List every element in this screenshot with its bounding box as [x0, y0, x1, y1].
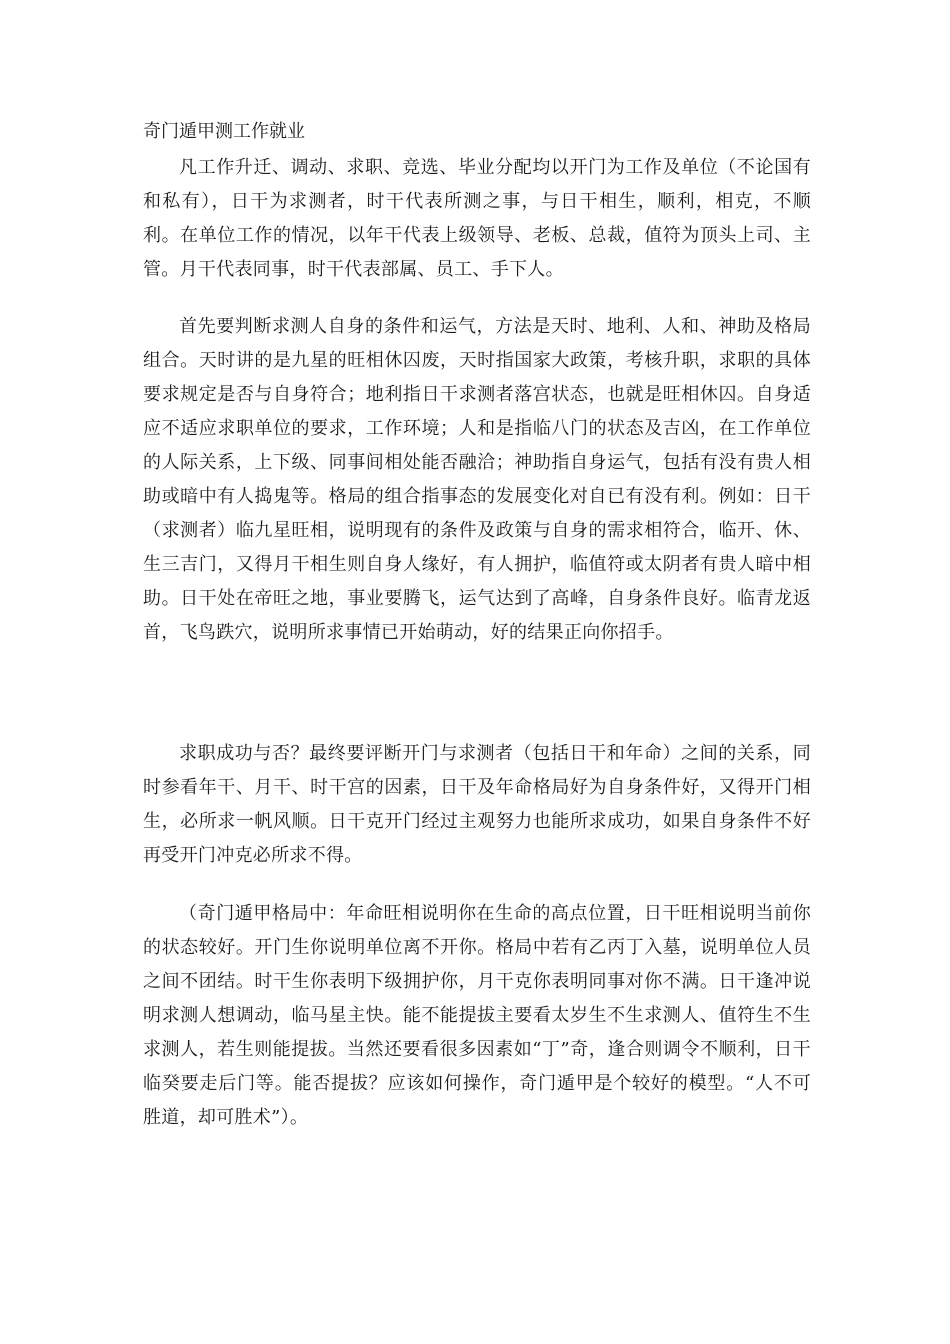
paragraph-pattern-notes: （奇门遁甲格局中：年命旺相说明你在生命的高点位置，日干旺相说明当前你的状态较好。开门生你说明单位离不开你。格局中若有乙丙丁入墓，说明单位人员之间不团结。时干生你表明下级拥护你，月干克你表明同事对你不满。日干逢冲说明求测人想调动，临马星主快。能不能提拔主要看太岁生不生求测人、值符生不生求测人，若生则能提拔。当然还要看很多因素如“丁”奇，逢合则调令不顺利，日干临癸要走后门等。能否提拔？应该如何操作，奇门遁甲是个较好的模型。“人不可胜道，却可胜术”）。 [143, 903, 811, 1128]
paragraph-self-conditions: 首先要判断求测人自身的条件和运气，方法是天时、地利、人和、神助及格局组合。天时讲的是九星的旺相休囚废，天时指国家大政策，考核升职，求职的具体要求规定是否与自身符合；地利指日干求测者落宫状态，也就是旺相休囚。自身适应不适应求职单位的要求，工作环境；人和是指临八门的状态及吉凶，在工作单位的人际关系，上下级、同事间相处能否融洽；神助指自身运气，包括有没有贵人相助或暗中有人捣鬼等。格局的组合指事态的发展变化对自已有没有利。例如：日干（求测者）临九星旺相，说明现有的条件及政策与自身的需求相符合，临开、休、生三吉门，又得月干相生则自身人缘好，有人拥护，临值符或太阴者有贵人暗中相助。日干处在帝旺之地，事业要腾飞，运气达到了高峰，自身条件良好。临青龙返首，飞鸟跌穴，说明所求事情已开始萌动，好的结果正向你招手。 [143, 316, 811, 643]
document-title: 奇门遁甲测工作就业 [143, 121, 305, 142]
paragraph-job-success: 求职成功与否？最终要评断开门与求测者（包括日干和年命）之间的关系，同时参看年干、月干、时干宫的因素，日干及年命格局好为自身条件好，又得开门相生，必所求一帆风顺。日干克开门经过主观努力也能所求成功，如果自身条件不好再受开门冲克必所求不得。 [143, 743, 811, 866]
paragraph-job-basics: 凡工作升迁、调动、求职、竞选、毕业分配均以开门为工作及单位（不论国有和私有），日干为求测者，时干代表所测之事，与日干相生，顺利，相克，不顺利。在单位工作的情况，以年干代表上级领导、老板、总裁，值符为顶头上司、主管。月干代表同事，时干代表部属、员工、手下人。 [143, 157, 811, 280]
